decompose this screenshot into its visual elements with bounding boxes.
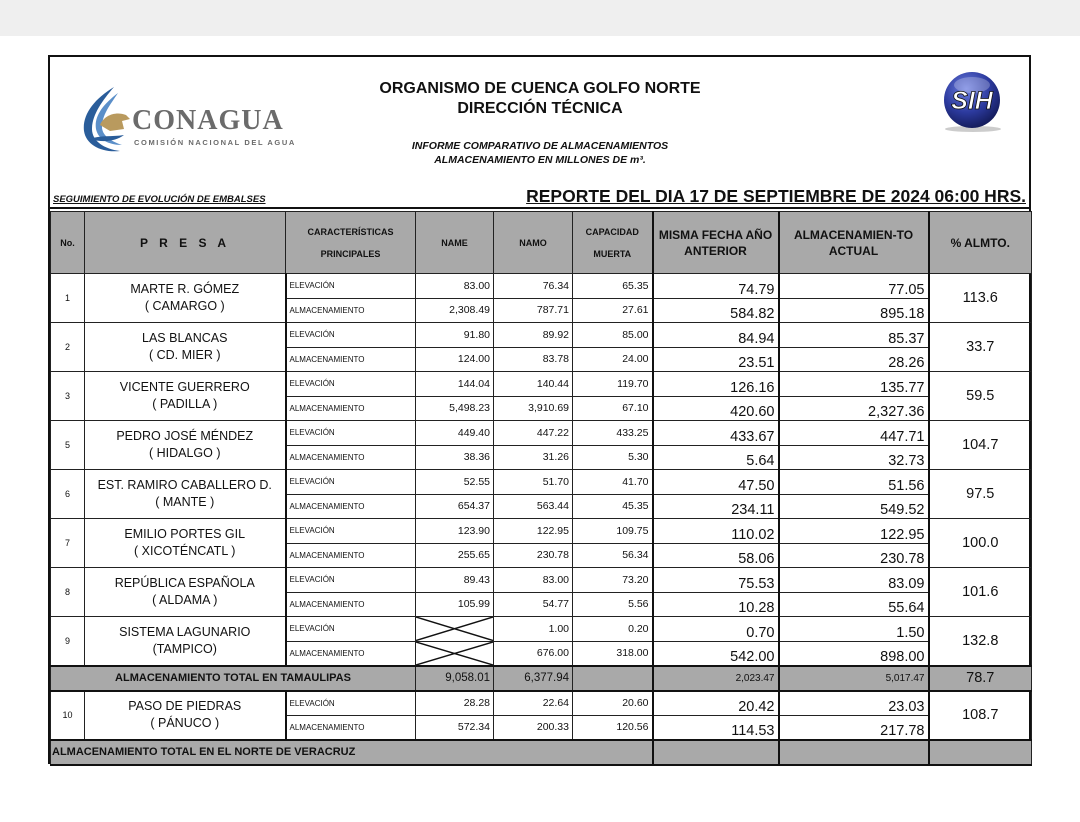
alm-namo: 676.00 bbox=[494, 641, 573, 666]
elev-actual: 83.09 bbox=[779, 568, 929, 593]
total-tamaulipas-namo: 6,377.94 bbox=[494, 666, 573, 691]
elev-actual: 23.03 bbox=[779, 691, 929, 716]
elev-name: 91.80 bbox=[416, 323, 494, 348]
col-cap-line1: CAPACIDAD bbox=[585, 226, 639, 237]
logo-subtitle: COMISIÓN NACIONAL DEL AGUA bbox=[134, 138, 296, 147]
table-row bbox=[51, 323, 1032, 348]
dam-name-location: ( PÁNUCO ) bbox=[150, 716, 220, 730]
conagua-emblem-icon bbox=[76, 85, 136, 155]
alm-anterior: 5.64 bbox=[653, 445, 779, 470]
total-tamaulipas-label: ALMACENAMIENTO TOTAL EN TAMAULIPAS bbox=[51, 666, 416, 691]
elev-name: 89.43 bbox=[416, 568, 494, 593]
pct-almacenamiento: 104.7 bbox=[929, 421, 1032, 470]
dam-number: 9 bbox=[51, 617, 85, 666]
table-header-row bbox=[51, 212, 1032, 274]
dam-name-location: ( ALDAMA ) bbox=[152, 593, 218, 607]
alm-anterior: 234.11 bbox=[653, 494, 779, 519]
elev-name: 52.55 bbox=[416, 470, 494, 495]
elev-muerta: 119.70 bbox=[573, 372, 653, 397]
label-almacenamiento: ALMACENAMIENTO bbox=[286, 396, 416, 421]
label-elevacion: ELEVACIÓN bbox=[286, 323, 416, 348]
dam-name bbox=[85, 691, 286, 740]
dam-name-main: EMILIO PORTES GIL bbox=[124, 527, 246, 541]
dam-name-main: SISTEMA LAGUNARIO bbox=[119, 624, 251, 639]
dam-number: 1 bbox=[51, 274, 85, 323]
dam-name bbox=[85, 470, 286, 519]
header-divider bbox=[50, 207, 1029, 209]
col-name: NAME bbox=[416, 212, 494, 274]
dam-name-location: ( MANTE ) bbox=[155, 495, 215, 509]
alm-namo: 54.77 bbox=[494, 592, 573, 617]
dam-name-location: ( CD. MIER ) bbox=[148, 348, 221, 362]
alm-name: 38.36 bbox=[416, 445, 494, 470]
dam-name bbox=[85, 519, 286, 568]
dam-name bbox=[85, 568, 286, 617]
dam-name bbox=[85, 421, 286, 470]
table-row bbox=[51, 372, 1032, 397]
label-elevacion: ELEVACIÓN bbox=[286, 519, 416, 544]
elev-actual: 135.77 bbox=[779, 372, 929, 397]
alm-namo: 83.78 bbox=[494, 347, 573, 372]
table-row bbox=[51, 617, 1032, 642]
alm-muerta: 27.61 bbox=[573, 298, 653, 323]
image-viewer-top-bar bbox=[0, 0, 1080, 36]
dam-name-location: ( XICOTÉNCATL ) bbox=[134, 544, 236, 558]
alm-namo: 3,910.69 bbox=[494, 396, 573, 421]
cross-out-icon bbox=[416, 617, 493, 641]
label-elevacion: ELEVACIÓN bbox=[286, 470, 416, 495]
elev-actual: 77.05 bbox=[779, 274, 929, 299]
alm-muerta: 45.35 bbox=[573, 494, 653, 519]
alm-name: 5,498.23 bbox=[416, 396, 494, 421]
pct-almacenamiento: 108.7 bbox=[929, 691, 1032, 740]
table-row bbox=[51, 568, 1032, 593]
pct-almacenamiento: 100.0 bbox=[929, 519, 1032, 568]
dam-name-location: (TAMPICO) bbox=[152, 641, 217, 656]
elev-anterior: 84.94 bbox=[653, 323, 779, 348]
alm-actual: 32.73 bbox=[779, 445, 929, 470]
total-tamaulipas-pct: 78.7 bbox=[929, 666, 1032, 691]
alm-actual: 898.00 bbox=[779, 641, 929, 666]
elev-muerta: 109.75 bbox=[573, 519, 653, 544]
col-namo: NAMO bbox=[494, 212, 573, 274]
alm-actual: 2,327.36 bbox=[779, 396, 929, 421]
dam-number: 7 bbox=[51, 519, 85, 568]
total-tamaulipas-muerta bbox=[573, 666, 653, 691]
alm-anterior: 23.51 bbox=[653, 347, 779, 372]
svg-text:SIH: SIH bbox=[951, 87, 993, 115]
pct-almacenamiento: 132.8 bbox=[929, 617, 1032, 666]
dam-name-main: REPÚBLICA ESPAÑOLA bbox=[114, 576, 255, 590]
alm-muerta: 5.30 bbox=[573, 445, 653, 470]
report-date: REPORTE DEL DIA 17 DE SEPTIEMBRE DE 2024 06:00 HRS. bbox=[526, 186, 1026, 206]
col-capacidad-muerta bbox=[573, 212, 653, 274]
elev-name: 144.04 bbox=[416, 372, 494, 397]
elev-muerta: 73.20 bbox=[573, 568, 653, 593]
report-subtitle bbox=[330, 139, 750, 167]
alm-namo: 200.33 bbox=[494, 715, 573, 740]
alm-name: 255.65 bbox=[416, 543, 494, 568]
section-label: SEGUIMIENTO DE EVOLUCIÓN DE EMBALSES bbox=[53, 194, 266, 205]
elev-namo: 89.92 bbox=[494, 323, 573, 348]
report-sheet bbox=[48, 55, 1031, 764]
alm-muerta: 67.10 bbox=[573, 396, 653, 421]
total-tamaulipas-actual: 5,017.47 bbox=[779, 666, 929, 691]
alm-namo: 563.44 bbox=[494, 494, 573, 519]
table-row bbox=[51, 421, 1032, 446]
elev-anterior: 47.50 bbox=[653, 470, 779, 495]
elev-muerta: 20.60 bbox=[573, 691, 653, 716]
alm-anterior: 114.53 bbox=[653, 715, 779, 740]
label-almacenamiento: ALMACENAMIENTO bbox=[286, 347, 416, 372]
total-tamaulipas-anterior: 2,023.47 bbox=[653, 666, 779, 691]
total-veracruz-row bbox=[51, 740, 1032, 765]
label-almacenamiento: ALMACENAMIENTO bbox=[286, 298, 416, 323]
alm-actual: 549.52 bbox=[779, 494, 929, 519]
elev-namo: 122.95 bbox=[494, 519, 573, 544]
dam-name-main: LAS BLANCAS bbox=[142, 331, 228, 345]
alm-actual: 28.26 bbox=[779, 347, 929, 372]
label-almacenamiento: ALMACENAMIENTO bbox=[286, 715, 416, 740]
elev-namo: 1.00 bbox=[494, 617, 573, 642]
label-elevacion: ELEVACIÓN bbox=[286, 372, 416, 397]
alm-anterior: 420.60 bbox=[653, 396, 779, 421]
alm-anterior: 58.06 bbox=[653, 543, 779, 568]
label-almacenamiento: ALMACENAMIENTO bbox=[286, 494, 416, 519]
alm-name: 654.37 bbox=[416, 494, 494, 519]
label-almacenamiento: ALMACENAMIENTO bbox=[286, 641, 416, 666]
elev-namo: 76.34 bbox=[494, 274, 573, 299]
col-caract-line2: PRINCIPALES bbox=[320, 248, 381, 259]
col-cap-line2: MUERTA bbox=[593, 248, 632, 259]
pct-almacenamiento: 97.5 bbox=[929, 470, 1032, 519]
elev-name: 123.90 bbox=[416, 519, 494, 544]
elev-anterior: 75.53 bbox=[653, 568, 779, 593]
alm-namo: 31.26 bbox=[494, 445, 573, 470]
dam-number: 2 bbox=[51, 323, 85, 372]
alm-actual: 217.78 bbox=[779, 715, 929, 740]
alm-actual: 55.64 bbox=[779, 592, 929, 617]
col-almacenamiento-actual: ALMACENAMIEN-TO ACTUAL bbox=[779, 212, 929, 274]
elev-muerta: 85.00 bbox=[573, 323, 653, 348]
alm-anterior: 542.00 bbox=[653, 641, 779, 666]
col-pct-almto: % ALMTO. bbox=[929, 212, 1032, 274]
table-row bbox=[51, 519, 1032, 544]
dam-name-location: ( HIDALGO ) bbox=[148, 446, 221, 460]
alm-anterior: 584.82 bbox=[653, 298, 779, 323]
cross-out-icon bbox=[416, 642, 493, 665]
elev-anterior: 74.79 bbox=[653, 274, 779, 299]
elev-muerta: 0.20 bbox=[573, 617, 653, 642]
dam-name-main: VICENTE GUERRERO bbox=[119, 380, 250, 394]
table-row bbox=[51, 691, 1032, 716]
sih-logo bbox=[937, 71, 1007, 133]
sih-globe-icon bbox=[937, 71, 1007, 133]
elev-namo: 22.64 bbox=[494, 691, 573, 716]
elev-anterior: 0.70 bbox=[653, 617, 779, 642]
pct-almacenamiento: 113.6 bbox=[929, 274, 1032, 323]
organization-title bbox=[330, 79, 750, 119]
elev-muerta: 65.35 bbox=[573, 274, 653, 299]
report-line-2: ALMACENAMIENTO EN MILLONES DE m³. bbox=[434, 154, 646, 166]
alm-name: 572.34 bbox=[416, 715, 494, 740]
org-line-1: ORGANISMO DE CUENCA GOLFO NORTE bbox=[379, 80, 701, 97]
dam-number: 6 bbox=[51, 470, 85, 519]
total-tamaulipas-name: 9,058.01 bbox=[416, 666, 494, 691]
alm-namo: 230.78 bbox=[494, 543, 573, 568]
table-row bbox=[51, 470, 1032, 495]
label-elevacion: ELEVACIÓN bbox=[286, 617, 416, 642]
elev-namo: 140.44 bbox=[494, 372, 573, 397]
label-elevacion: ELEVACIÓN bbox=[286, 568, 416, 593]
total-tamaulipas-row bbox=[51, 666, 1032, 691]
dam-number: 3 bbox=[51, 372, 85, 421]
reservoir-table bbox=[50, 211, 1032, 766]
alm-actual: 895.18 bbox=[779, 298, 929, 323]
col-presa: P R E S A bbox=[85, 212, 286, 274]
alm-name: 2,308.49 bbox=[416, 298, 494, 323]
total-veracruz-actual bbox=[779, 740, 929, 765]
dam-name-main: PASO DE PIEDRAS bbox=[128, 699, 242, 713]
dam-number: 10 bbox=[51, 691, 85, 740]
alm-muerta: 318.00 bbox=[573, 641, 653, 666]
alm-muerta: 5.56 bbox=[573, 592, 653, 617]
elev-name: 28.28 bbox=[416, 691, 494, 716]
elev-anterior: 126.16 bbox=[653, 372, 779, 397]
pct-almacenamiento: 33.7 bbox=[929, 323, 1032, 372]
elev-actual: 447.71 bbox=[779, 421, 929, 446]
dam-name-main: PEDRO JOSÉ MÉNDEZ bbox=[116, 429, 254, 443]
label-almacenamiento: ALMACENAMIENTO bbox=[286, 543, 416, 568]
not-applicable-cell bbox=[416, 641, 494, 666]
elev-muerta: 41.70 bbox=[573, 470, 653, 495]
total-veracruz-anterior bbox=[653, 740, 779, 765]
org-line-2: DIRECCIÓN TÉCNICA bbox=[457, 100, 623, 117]
label-almacenamiento: ALMACENAMIENTO bbox=[286, 445, 416, 470]
elev-anterior: 20.42 bbox=[653, 691, 779, 716]
dam-name-location: ( PADILLA ) bbox=[152, 397, 218, 411]
label-elevacion: ELEVACIÓN bbox=[286, 274, 416, 299]
elev-namo: 51.70 bbox=[494, 470, 573, 495]
logo-wordmark: CONAGUA bbox=[132, 105, 284, 136]
col-misma-fecha: MISMA FECHA AÑO ANTERIOR bbox=[653, 212, 779, 274]
alm-muerta: 24.00 bbox=[573, 347, 653, 372]
total-veracruz-pct bbox=[929, 740, 1032, 765]
dam-name-main: EST. RAMIRO CABALLERO D. bbox=[97, 478, 272, 492]
elev-muerta: 433.25 bbox=[573, 421, 653, 446]
pct-almacenamiento: 59.5 bbox=[929, 372, 1032, 421]
col-no: No. bbox=[51, 212, 85, 274]
label-elevacion: ELEVACIÓN bbox=[286, 691, 416, 716]
report-line-1: INFORME COMPARATIVO DE ALMACENAMIENTOS bbox=[411, 140, 669, 152]
alm-namo: 787.71 bbox=[494, 298, 573, 323]
conagua-logo bbox=[76, 85, 316, 155]
dam-name bbox=[85, 323, 286, 372]
alm-muerta: 56.34 bbox=[573, 543, 653, 568]
label-elevacion: ELEVACIÓN bbox=[286, 421, 416, 446]
alm-name: 124.00 bbox=[416, 347, 494, 372]
elev-name: 449.40 bbox=[416, 421, 494, 446]
elev-anterior: 110.02 bbox=[653, 519, 779, 544]
elev-name: 83.00 bbox=[416, 274, 494, 299]
total-veracruz-label: ALMACENAMIENTO TOTAL EN EL NORTE DE VERACRUZ bbox=[51, 740, 653, 765]
table-row bbox=[51, 274, 1032, 299]
elev-actual: 85.37 bbox=[779, 323, 929, 348]
dam-name bbox=[85, 372, 286, 421]
col-caract-line1: CARACTERÍSTICAS bbox=[307, 226, 394, 237]
alm-muerta: 120.56 bbox=[573, 715, 653, 740]
dam-name bbox=[85, 617, 286, 666]
pct-almacenamiento: 101.6 bbox=[929, 568, 1032, 617]
dam-number: 8 bbox=[51, 568, 85, 617]
elev-actual: 122.95 bbox=[779, 519, 929, 544]
elev-namo: 83.00 bbox=[494, 568, 573, 593]
elev-actual: 51.56 bbox=[779, 470, 929, 495]
elev-actual: 1.50 bbox=[779, 617, 929, 642]
dam-number: 5 bbox=[51, 421, 85, 470]
alm-actual: 230.78 bbox=[779, 543, 929, 568]
dam-name-main: MARTE R. GÓMEZ bbox=[130, 282, 240, 296]
col-caracteristicas bbox=[286, 212, 416, 274]
not-applicable-cell bbox=[416, 617, 494, 642]
dam-name-location: ( CAMARGO ) bbox=[144, 299, 225, 313]
elev-anterior: 433.67 bbox=[653, 421, 779, 446]
alm-name: 105.99 bbox=[416, 592, 494, 617]
dam-name bbox=[85, 274, 286, 323]
label-almacenamiento: ALMACENAMIENTO bbox=[286, 592, 416, 617]
alm-anterior: 10.28 bbox=[653, 592, 779, 617]
elev-namo: 447.22 bbox=[494, 421, 573, 446]
